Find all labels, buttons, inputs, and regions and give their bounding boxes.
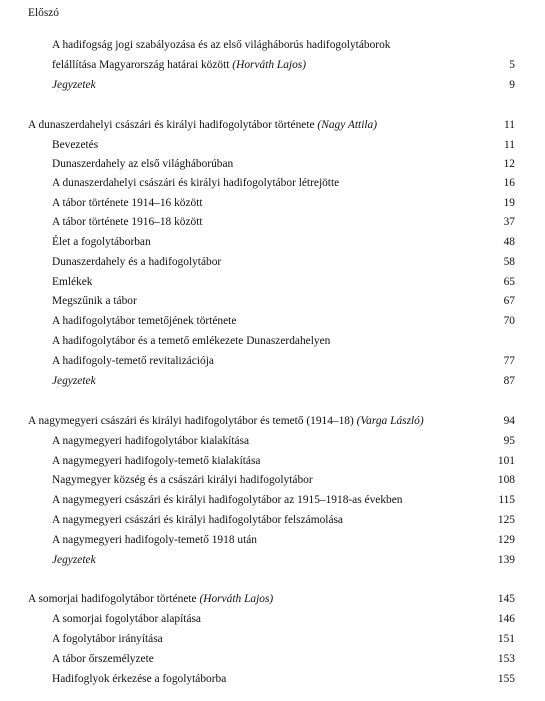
toc-entry-label: Előszó <box>28 7 60 19</box>
toc-page-number: 12 <box>503 158 515 170</box>
toc-item-label: Élet a fogolytáborban <box>52 236 151 248</box>
toc-item-label: Dunaszerdahely az első világháborúban <box>52 158 234 170</box>
toc-page-number: 129 <box>497 534 515 546</box>
toc-item-label: A tábor őrszemélyzete <box>52 653 154 665</box>
toc-section-1-notes[interactable] <box>0 76 545 95</box>
toc-section-title: A hadifogság jogi szabályozása és az első világháborús hadifogolytáborok <box>52 39 391 51</box>
toc-item-label: A tábor története 1914–16 között <box>52 197 203 209</box>
toc-section-1-title-line1[interactable] <box>0 36 545 55</box>
toc-page-number: 70 <box>503 315 515 327</box>
toc-page-number: 48 <box>503 236 515 248</box>
toc-page-number: 101 <box>497 455 515 467</box>
toc-page-number: 67 <box>503 295 515 307</box>
toc-page-number: 146 <box>497 613 515 625</box>
toc-item[interactable] <box>0 531 545 550</box>
toc-item-label: A somorjai fogolytábor alapítása <box>52 613 201 625</box>
toc-page-number: 5 <box>509 59 515 71</box>
toc-section-title-continued: felállítása Magyarország határai között (Horváth Lajos) <box>52 59 307 71</box>
toc-item[interactable] <box>0 174 545 193</box>
toc-item-label: Nagymegyer község és a császári királyi hadifogolytábor <box>52 474 313 486</box>
toc-item[interactable] <box>0 352 545 371</box>
toc-item-label: Emlékek <box>52 276 93 288</box>
toc-page-number: 16 <box>503 177 515 189</box>
toc-page-number: 139 <box>497 554 515 566</box>
toc-item[interactable] <box>0 650 545 669</box>
toc-item[interactable] <box>0 491 545 510</box>
toc-page-number: 11 <box>504 119 515 131</box>
toc-page-number: 95 <box>503 435 515 447</box>
toc-item-label: Hadifoglyok érkezése a fogolytáborba <box>52 673 227 685</box>
toc-item[interactable] <box>0 471 545 490</box>
toc-section-3-title[interactable] <box>0 412 545 431</box>
toc-page-number: 19 <box>503 197 515 209</box>
toc-section-3-notes[interactable] <box>0 551 545 570</box>
toc-section-title: A dunaszerdahelyi császári és királyi hadifogolytábor története (Nagy Attila) <box>28 119 378 131</box>
toc-item-label: Bevezetés <box>52 139 99 151</box>
toc-page-number: 125 <box>497 514 515 526</box>
toc-item[interactable] <box>0 511 545 530</box>
toc-page-number: 87 <box>503 375 515 387</box>
toc-item-label: A fogolytábor irányítása <box>52 633 163 645</box>
toc-item-label: A dunaszerdahelyi császári és királyi hadifogolytábor létrejötte <box>52 177 340 189</box>
toc-item-label: Dunaszerdahely és a hadifogolytábor <box>52 256 222 268</box>
toc-notes-label: Jegyzetek <box>52 554 96 566</box>
toc-page-number: 37 <box>503 216 515 228</box>
toc-section-2-title[interactable] <box>0 116 545 135</box>
toc-page-number: 58 <box>503 256 515 268</box>
toc-item-label: A nagymegyeri hadifogolytábor kialakítása <box>52 435 250 447</box>
toc-section-title: A nagymegyeri császári és királyi hadifogolytábor és temető (1914–18) (Varga László) <box>28 415 424 427</box>
toc-page-number: 155 <box>497 673 515 685</box>
toc-section-author: (Horváth Lajos) <box>199 593 274 605</box>
toc-section-author: (Horváth Lajos) <box>232 59 307 71</box>
toc-item-label: A hadifogolytábor temetőjének története <box>52 315 237 327</box>
toc-page-number: 94 <box>503 415 515 427</box>
toc-page-number: 65 <box>503 276 515 288</box>
toc-page-number: 153 <box>497 653 515 665</box>
toc-page-number: 145 <box>497 593 515 605</box>
toc-item-label: A tábor története 1916–18 között <box>52 216 203 228</box>
toc-entry-foreword[interactable] <box>0 4 545 23</box>
toc-item[interactable] <box>0 610 545 629</box>
toc-item-label: A hadifogolytábor és a temető emlékezete Dunaszerdahelyen <box>52 335 331 347</box>
toc-item[interactable] <box>0 432 545 451</box>
toc-item-label: A nagymegyeri császári és királyi hadifogolytábor felszámolása <box>52 514 343 526</box>
toc-item-label: A nagymegyeri hadifogoly-temető kialakítása <box>52 455 261 467</box>
toc-notes-label: Jegyzetek <box>52 79 96 91</box>
toc-item[interactable] <box>0 213 545 232</box>
toc-item[interactable] <box>0 194 545 213</box>
toc-item[interactable] <box>0 670 545 689</box>
toc-item[interactable] <box>0 253 545 272</box>
toc-item[interactable] <box>0 155 545 174</box>
toc-page-number: 9 <box>509 79 515 91</box>
toc-section-author: (Varga László) <box>356 415 424 427</box>
toc-item[interactable] <box>0 312 545 331</box>
toc-page-number: 151 <box>497 633 515 645</box>
toc-item-label: A nagymegyeri hadifogoly-temető 1918 után <box>52 534 257 546</box>
toc-notes-label: Jegyzetek <box>52 375 96 387</box>
toc-item[interactable] <box>0 332 545 351</box>
toc-page-number: 77 <box>503 355 515 367</box>
toc-section-author: (Nagy Attila) <box>317 119 378 131</box>
toc-section-2-notes[interactable] <box>0 372 545 391</box>
toc-item-label: A hadifogoly-temető revitalizációja <box>52 355 214 367</box>
toc-section-4-title[interactable] <box>0 590 545 609</box>
toc-page-number: 11 <box>504 139 515 151</box>
toc-item[interactable] <box>0 292 545 311</box>
toc-page-number: 115 <box>498 494 515 506</box>
toc-section-title: A somorjai hadifogolytábor története (Horváth Lajos) <box>28 593 274 605</box>
toc-item[interactable] <box>0 452 545 471</box>
toc-page-number: 108 <box>497 474 515 486</box>
toc-item[interactable] <box>0 630 545 649</box>
toc-item[interactable] <box>0 136 545 155</box>
toc-item-label: Megszűnik a tábor <box>52 295 137 307</box>
toc-section-1-title-line2[interactable] <box>0 56 545 75</box>
toc-item[interactable] <box>0 233 545 252</box>
toc-item[interactable] <box>0 273 545 292</box>
toc-item-label: A nagymegyeri császári és királyi hadifogolytábor az 1915–1918-as években <box>52 494 403 506</box>
